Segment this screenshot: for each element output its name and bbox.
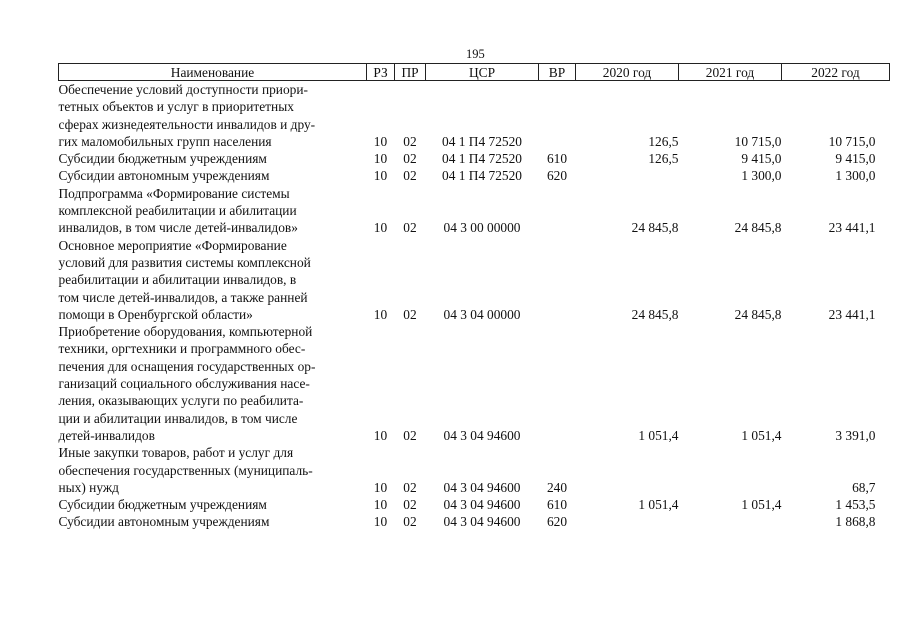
- row-name-line: Обеспечение условий доступности приори-: [58, 82, 308, 97]
- row-2022: 1 453,5: [835, 497, 876, 513]
- row-name-line: условий для развития системы комплексной: [58, 254, 311, 270]
- row-rz: 10: [373, 220, 388, 236]
- row-name-line: том числе детей-инвалидов, а также ранней: [58, 289, 308, 305]
- row-csr: 04 1 П4 72520: [442, 133, 522, 149]
- row-csr: 04 1 П4 72520: [442, 168, 522, 184]
- row-name-line: помощи в Оренбургской области»: [58, 306, 253, 322]
- row-rz: 10: [373, 479, 388, 495]
- row-vr: [539, 81, 576, 151]
- row-name-line: детей-инвалидов: [58, 427, 155, 443]
- row-2022: 9 415,0: [835, 151, 876, 167]
- row-2022: 23 441,1: [828, 220, 876, 236]
- row-name-line: ции и абилитации инвалидов, в том числе: [58, 410, 298, 426]
- row-name: [59, 81, 367, 151]
- row-pr: 02: [403, 427, 417, 443]
- row-rz: 10: [373, 133, 388, 149]
- row-2020: 24 845,8: [631, 220, 679, 236]
- row-2022: 3 391,0: [835, 427, 876, 443]
- row-name-line: комплексной реабилитации и абилитации: [58, 203, 297, 219]
- row-rz: 10: [373, 427, 388, 443]
- header-name: Наименование: [59, 64, 367, 81]
- row-2020: [576, 513, 679, 530]
- row-name: [59, 496, 367, 513]
- row-2021: [679, 444, 782, 496]
- header-vr: ВР: [539, 64, 576, 81]
- row-vr: [539, 237, 576, 323]
- row-csr: 04 3 04 94600: [443, 514, 521, 530]
- table-row: [59, 167, 890, 184]
- row-vr: 610: [546, 151, 568, 167]
- header-2020: 2020 год: [576, 64, 679, 81]
- row-vr: 620: [546, 168, 568, 184]
- row-vr: 620: [546, 514, 568, 530]
- row-name-line: ных) нужд: [58, 479, 119, 495]
- row-pr: 02: [403, 514, 417, 530]
- row-rz: 10: [373, 306, 388, 322]
- budget-table: [58, 63, 890, 531]
- row-2020: 126,5: [648, 133, 679, 149]
- row-2020: 1 051,4: [638, 427, 679, 443]
- row-rz: 10: [373, 151, 388, 167]
- row-rz: 10: [373, 168, 388, 184]
- row-name: [59, 237, 367, 323]
- row-name: [59, 185, 367, 237]
- row-name-line: обеспечения государственных (муниципаль-: [58, 462, 313, 478]
- row-csr: 04 1 П4 72520: [442, 151, 522, 167]
- header-2022: 2022 год: [782, 64, 890, 81]
- row-name-line: техники, оргтехники и программного обес-: [58, 341, 306, 357]
- row-name-line: печения для оснащения государственных ор-: [58, 358, 316, 374]
- row-2021: 1 051,4: [741, 427, 782, 443]
- row-csr: 04 3 04 94600: [443, 479, 521, 495]
- row-name-line: Субсидии автономным учреждениям: [58, 514, 270, 530]
- row-rz: 10: [373, 514, 388, 530]
- row-vr: [539, 323, 576, 444]
- row-name-line: Субсидии бюджетным учреждениям: [58, 151, 267, 167]
- row-2020: 126,5: [648, 151, 679, 167]
- row-2022: 10 715,0: [828, 133, 876, 149]
- row-2022: 1 300,0: [835, 168, 876, 184]
- row-csr: 04 3 04 94600: [443, 427, 521, 443]
- row-2020: 1 051,4: [638, 497, 679, 513]
- row-2022: 1 868,8: [835, 514, 876, 530]
- row-pr: 02: [403, 151, 417, 167]
- row-pr: 02: [403, 220, 417, 236]
- row-2020: 24 845,8: [631, 306, 679, 322]
- table-row: [59, 150, 890, 167]
- row-pr: 02: [403, 497, 417, 513]
- page-number: 195: [466, 47, 485, 61]
- row-rz: 10: [373, 497, 388, 513]
- row-csr: 04 3 00 00000: [443, 220, 521, 236]
- row-vr: [539, 185, 576, 237]
- table-row: [59, 237, 890, 323]
- row-pr: 02: [403, 306, 417, 322]
- table-row: [59, 81, 890, 151]
- table-row: [59, 496, 890, 513]
- row-vr: 610: [546, 497, 568, 513]
- row-name: [59, 323, 367, 444]
- row-name-line: Иные закупки товаров, работ и услуг для: [58, 445, 294, 461]
- table-row: [59, 323, 890, 444]
- table-body: [59, 81, 890, 531]
- row-name-line: Субсидии автономным учреждениям: [58, 168, 270, 184]
- row-2022: 68,7: [852, 479, 876, 495]
- row-name: [59, 513, 367, 530]
- row-2021: 9 415,0: [741, 151, 782, 167]
- row-name-line: ганизаций социального обслуживания насе-: [58, 376, 310, 392]
- row-name: [59, 444, 367, 496]
- row-2020: [576, 444, 679, 496]
- row-name-line: реабилитации и абилитации инвалидов, в: [58, 272, 297, 288]
- header-2021: 2021 год: [679, 64, 782, 81]
- row-name-line: Субсидии бюджетным учреждениям: [58, 497, 267, 513]
- row-name: [59, 150, 367, 167]
- header-csr: ЦСР: [426, 64, 539, 81]
- row-2021: 1 300,0: [741, 168, 782, 184]
- row-2021: 10 715,0: [734, 133, 782, 149]
- header-pr: ПР: [395, 64, 426, 81]
- row-2021: 1 051,4: [741, 497, 782, 513]
- table-row: [59, 185, 890, 237]
- row-name-line: Приобретение оборудования, компьютерной: [58, 324, 313, 340]
- row-vr: 240: [546, 479, 568, 495]
- row-name: [59, 167, 367, 184]
- row-2021: 24 845,8: [734, 306, 782, 322]
- table-row: [59, 444, 890, 496]
- row-2020: [576, 167, 679, 184]
- row-2021: [679, 513, 782, 530]
- row-2021: 24 845,8: [734, 220, 782, 236]
- row-name-line: инвалидов, в том числе детей-инвалидов»: [58, 220, 298, 236]
- row-2022: 23 441,1: [828, 306, 876, 322]
- row-pr: 02: [403, 133, 417, 149]
- row-name-line: тетных объектов и услуг в приоритетных: [58, 99, 294, 115]
- row-name-line: сферах жизнедеятельности инвалидов и дру-: [58, 116, 316, 132]
- row-name-line: Основное мероприятие «Формирование: [58, 237, 287, 253]
- row-name-line: Подпрограмма «Формирование системы: [58, 185, 290, 201]
- row-name-line: ления, оказывающих услуги по реабилита-: [58, 393, 304, 409]
- header-rz: РЗ: [367, 64, 395, 81]
- table-header-row: [59, 64, 890, 81]
- table-row: [59, 513, 890, 530]
- row-pr: 02: [403, 479, 417, 495]
- row-csr: 04 3 04 00000: [443, 306, 521, 322]
- row-pr: 02: [403, 168, 417, 184]
- row-csr: 04 3 04 94600: [443, 497, 521, 513]
- row-name-line: гих маломобильных групп населения: [58, 133, 272, 149]
